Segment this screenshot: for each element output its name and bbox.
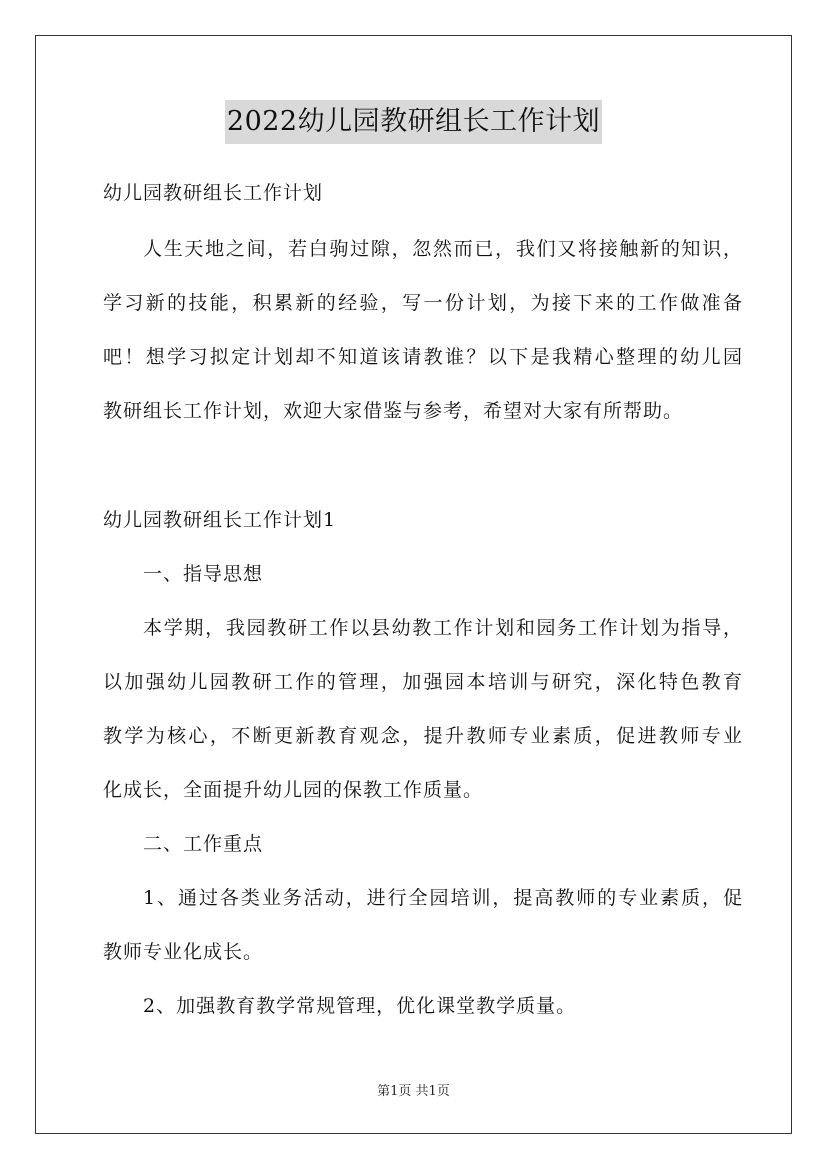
- document-title: 2022幼儿园教研组长工作计划: [225, 100, 602, 144]
- page-footer: 第1页 共1页: [377, 1084, 450, 1099]
- intro-line-3: 吧！想学习拟定计划却不知道该请教谁？以下是我精心整理的幼儿园: [103, 346, 743, 368]
- intro-line-1: 人生天地之间，若白驹过隙，忽然而已，我们又将接触新的知识，: [143, 238, 743, 260]
- section-2-heading: 二、工作重点: [143, 833, 264, 855]
- guiding-line-4: 化成长，全面提升幼儿园的保教工作质量。: [103, 779, 484, 801]
- subtitle-line: 幼儿园教研组长工作计划: [103, 182, 324, 204]
- intro-line-4: 教研组长工作计划，欢迎大家借鉴与参考，希望对大家有所帮助。: [103, 400, 684, 422]
- focus-item-2: 2、加强教育教学常规管理，优化课堂教学质量。: [143, 995, 577, 1017]
- section-1-heading: 一、指导思想: [143, 563, 264, 585]
- focus-item-1-line-2: 教师专业化成长。: [103, 941, 264, 963]
- focus-item-1-line-1: 1、通过各类业务活动，进行全园培训，提高教师的专业素质，促: [143, 887, 743, 909]
- guiding-line-2: 以加强幼儿园教研工作的管理，加强园本培训与研究，深化特色教育: [103, 671, 743, 693]
- guiding-line-3: 教学为核心，不断更新教育观念，提升教师专业素质，促进教师专业: [103, 725, 743, 747]
- intro-line-2: 学习新的技能，积累新的经验，写一份计划，为接下来的工作做准备: [103, 292, 743, 314]
- plan-heading: 幼儿园教研组长工作计划1: [103, 509, 337, 531]
- guiding-line-1: 本学期，我园教研工作以县幼教工作计划和园务工作计划为指导，: [143, 617, 743, 639]
- title-container: [0, 100, 827, 144]
